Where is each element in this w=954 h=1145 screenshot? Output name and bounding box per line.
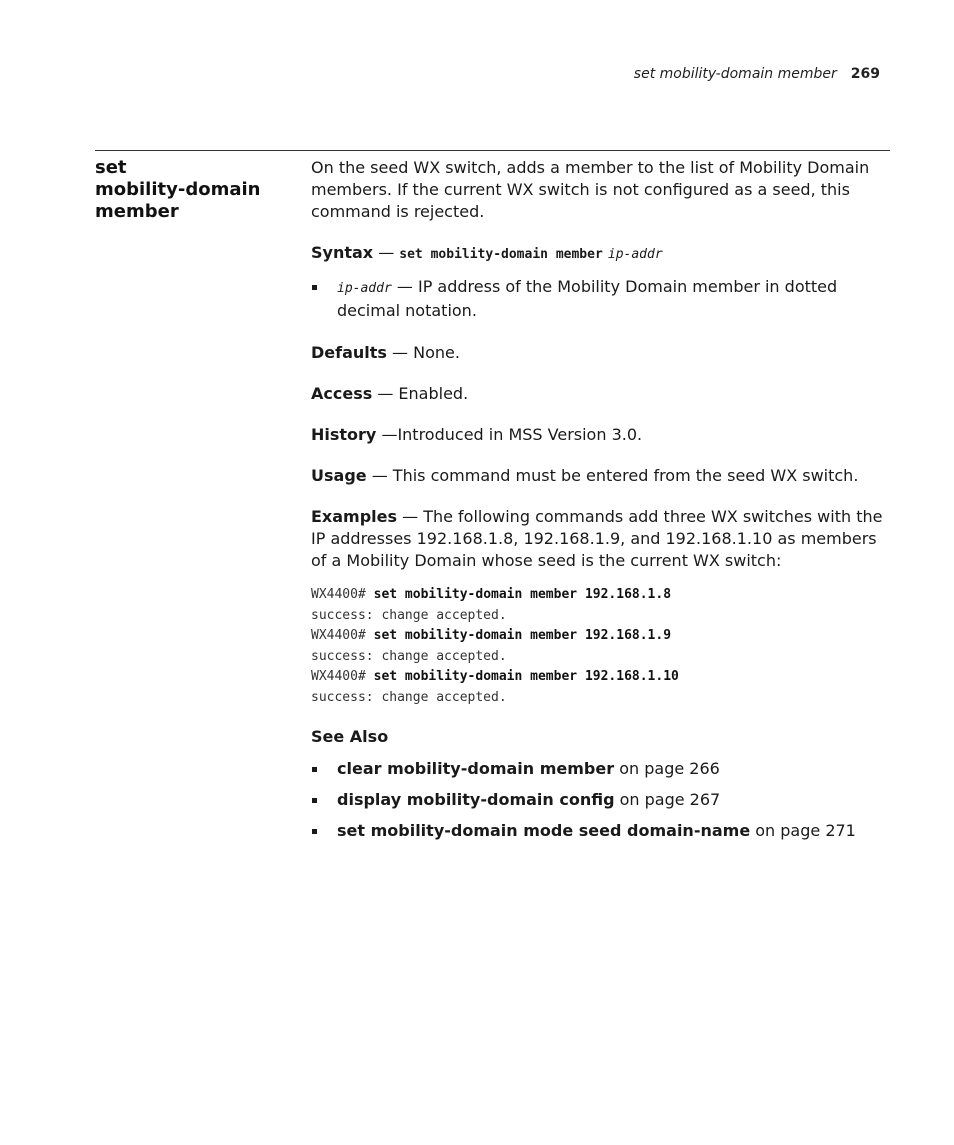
bullet-icon [312, 767, 317, 772]
see-also-item[interactable] [311, 820, 891, 842]
code-example [311, 585, 891, 708]
see-also-item[interactable] [311, 789, 891, 811]
code-prompt: WX4400# [311, 628, 374, 643]
bullet-icon [312, 829, 317, 834]
page-number: 269 [850, 66, 880, 82]
usage-label: Usage [311, 466, 367, 485]
examples-text: — The following commands add three WX switches with the IP addresses 192.168.1.8, 192.168.1.9, and 192.168.1.10 as members of a Mobility Domain whose seed is the current WX switch: [311, 507, 883, 570]
section-title-line: mobility-domain [95, 179, 261, 200]
bullet-icon [312, 285, 317, 290]
see-also-ref: on page 266 [614, 759, 720, 778]
section-divider [95, 150, 890, 151]
code-prompt: WX4400# [311, 669, 374, 684]
see-also-command[interactable]: clear mobility-domain member [337, 759, 615, 778]
usage-text: — This command must be entered from the seed WX switch. [366, 466, 859, 485]
code-response: success: change accepted. [311, 607, 507, 623]
see-also-heading: See Also [311, 727, 389, 746]
running-header [634, 66, 880, 82]
history-label: History [311, 425, 377, 444]
defaults-label: Defaults [311, 343, 387, 362]
syntax [311, 242, 891, 266]
param-item [311, 276, 891, 322]
syntax-command: set mobility-domain member [399, 247, 603, 262]
syntax-sep: — [373, 243, 400, 262]
examples [311, 506, 891, 572]
description: On the seed WX switch, adds a member to the list of Mobility Domain members. If the current WX switch is not configured as a seed, this command is rejected. [311, 158, 870, 221]
syntax-label: Syntax [311, 243, 374, 262]
running-title: set mobility-domain member [633, 66, 837, 82]
section-title-line: set [95, 157, 127, 178]
code-line [311, 626, 891, 647]
examples-label: Examples [311, 507, 398, 526]
see-also-command[interactable]: display mobility-domain config [337, 790, 615, 809]
code-command: set mobility-domain member 192.168.1.10 [373, 669, 679, 684]
body-column [311, 157, 891, 851]
defaults [311, 342, 891, 364]
param-list [311, 276, 891, 322]
history-text: —Introduced in MSS Version 3.0. [376, 425, 643, 444]
bullet-icon [312, 798, 317, 803]
param-name: ip-addr [337, 281, 392, 296]
code-line [311, 585, 891, 606]
code-response: success: change accepted. [311, 648, 507, 664]
usage [311, 465, 891, 487]
syntax-arg: ip-addr [607, 247, 663, 262]
code-prompt: WX4400# [311, 587, 374, 602]
access [311, 383, 891, 405]
code-command: set mobility-domain member 192.168.1.8 [373, 587, 672, 602]
see-also-command[interactable]: set mobility-domain mode seed domain-name [337, 821, 751, 840]
see-also-ref: on page 267 [614, 790, 721, 809]
code-line [311, 667, 891, 688]
code-response: success: change accepted. [311, 689, 507, 705]
code-command: set mobility-domain member 192.168.1.9 [373, 628, 672, 643]
history [311, 424, 891, 446]
defaults-text: — None. [386, 343, 460, 362]
access-text: — Enabled. [372, 384, 469, 403]
see-also-item[interactable] [311, 758, 891, 780]
section-title [95, 157, 295, 223]
see-also-ref: on page 271 [750, 821, 856, 840]
param-desc: — IP address of the Mobility Domain member in dotted decimal notation. [337, 277, 838, 320]
access-label: Access [311, 384, 373, 403]
see-also-list [311, 758, 891, 842]
section-title-line: member [95, 201, 179, 222]
